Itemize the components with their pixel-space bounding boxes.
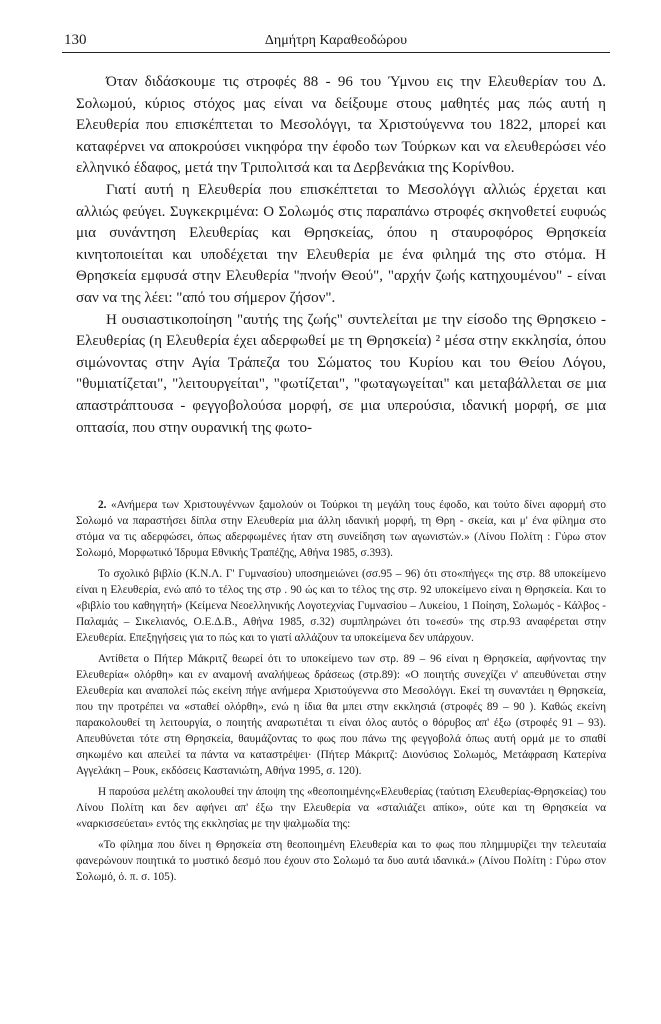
body-paragraph: Η ουσιαστικοποίηση "αυτής της ζωής" συντελείται με την είσοδο της Θρησκειο - Ελευθερίας (η Ελευθερία έχει αδερφωθεί με τη Θρησκεία) ² μέσα στην εκκλησία, όπου σιμώνοντας στην Αγία Τράπεζα του Σώματος του Κυρίου και του Θείου Λόγου, "θυμιατίζεται", "λειτουργείται", "φωτίζεται", "φωταγωγείται" και μεταβάλλεται σε μια απαστράπτουσα - φεγγοβολούσα μορφή, σε μια υπερούσια, ιδανική μορφή, σε μια οπτασία, που στην ουρανική της φωτο- [76, 311, 606, 436]
footnote-number: 2. [98, 499, 107, 511]
page-number: 130 [64, 32, 87, 48]
footnote-paragraph: Αντίθετα ο Πήτερ Μάκριτζ θεωρεί ότι το υποκείμενο των στρ. 89 – 96 είναι η Θρησκεία, αφήνοντας την Ελευθερία« ολόρθη» και εν αναμονή αναλήψεως δράσεως (στρ.89): «Ο ποιητής συνεχίζει ν' απευθύνεται στην Ελευθερία και αναπολεί πώς εκείνη πήγε ανήμερα Χριστούγεννα στο Μεσολόγγι. Εκεί τη συναντάει η Θρησκεία, που την προτρέπει να «σταθεί ολόρθη», ενώ η ίδια θα μπει στην εκκλησιά (στροφές 89 – 90 ). Καθώς εκείνη παρακολουθεί τη λειτουργία, ο ποιητής αναρωτιέται τι είναι όλος αυτός ο θόρυβος απ' έξω (στροφές 91 – 93). Απευθύνεται τότε στη Θρησκεία, θαυμάζοντας το φως που πάνω της φεγγοβολά όπως αυτή ορμά με το σπαθί σηκωμένο και απειλεί τα πάντα να καταστρέψει· (Πήτερ Μάκριτζ: Διονύσιος Σολωμός, Μετάφραση Κατερίνα Αγγελάκη – Ρουκ, εκδόσεις Καστανιώτη, Αθήνα 1995, σ. 120). [76, 653, 606, 777]
footnotes [76, 497, 606, 890]
footnote-paragraph [76, 497, 606, 561]
footnote-paragraph: Το σχολικό βιβλίο (Κ.Ν.Λ. Γ' Γυμνασίου) υποσημειώνει (σσ.95 – 96) ότι στο«πήγες« της στρ. 88 υποκείμενο είναι η Ελευθερία, ενώ από το τέλος της στρ . 90 ώς και το τέλος της στρ. 92 υποκείμενο είναι η Θρησκεία. Και το «βιβλίο του καθηγητή» (Κείμενα Νεοελληνικής Λογοτεχνίας Γυμνασίου – Λυκείου, 1 Ποίηση, Σολωμός - Κάλβος - Παλαμάς – Σικελιανός, Ο.Ε.Δ.Β., Αθήνα 1985, σ.32) συμπληρώνει ότι το«εσύ» της στρ.93 αναφέρεται στην Ελευθερία. Επεξηγήσεις για το πώς και το γιατί αλλάζουν τα υποκείμενα δεν υπάρχουν. [76, 568, 606, 644]
footnote-text: «Ανήμερα των Χριστουγέννων ξαμολούν οι Τούρκοι τη μεγάλη τους έφοδο, και τούτο δίνει αφορμή στο Σολωμό να παραστήσει δίπλα στην Ελευθερία μια άλλη ιδανική μορφή, τη Θρη - σκεία, και μ' ένα φίλημα στο στόμα να τις αδερφώσει, όπως αδερφωμένες ήταν στη συνείδηση των αγωνιστών.» (Λίνου Πολίτη : Γύρω στον Σολωμό, Μορφωτικό Ίδρυμα Εθνικής Τραπέζης, Αθήνα 1985, σ.393). [76, 499, 607, 559]
body-paragraph: Γιατί αυτή η Ελευθερία που επισκέπτεται το Μεσολόγγι αλλιώς έρχεται και αλλιώς φεύγει. Συγκεκριμένα: Ο Σολωμός στις παραπάνω στροφές σκηνοθετεί ευφυώς μια συνάντηση Ελευθερίας και Θρησκείας, όπου η σταυροφόρος Θρησκεία κινητοποιείται και υποδέχεται την Ελευθερία με ένα φιλημά της στο στόμα. Η Θρησκεία εμφυσά στην Ελευθερία "πνοήν Θεού", "αρχήν ζωής κατηχουμένου" - είναι σαν να της λέει: "από του σήμερον ζήσον". [76, 181, 606, 306]
footnote-paragraph: Η παρούσα μελέτη ακολουθεί την άποψη της «θεοποιημένης«Ελευθερίας (ταύτιση Ελευθερίας-Θρησκείας) του Λίνου Πολίτη και δεν αφήνει απ' έξω την Ελευθερία να «σταλιάζει απίκο», ούτε και τη Θρησκεία να «ναρκισσεύεται» εντός της εκκλησίας με την ψαλμωδία της: [76, 786, 606, 830]
main-text [76, 72, 606, 439]
running-title: Δημήτρη Καραθεοδώρου [264, 33, 408, 48]
page-header [62, 30, 610, 53]
body-paragraph: Όταν διδάσκουμε τις στροφές 88 - 96 του Ύμνου εις την Ελευθερίαν του Δ. Σολωμού, κύριος στόχος μας είναι να δείξουμε στους μαθητές μας πώς αυτή η Ελευθερία που επισκέπτεται το Μεσολόγγι, τα Χριστούγεννα του 1822, μπορεί και καταφέρνει να αποκρούσει νικηφόρα την έφοδο των Τούρκων και να ελευθερώσει νέο ελληνικό έδαφος, μετά την Τριπολιτσά και τα Δερβενάκια της Κορίνθου. [76, 74, 606, 177]
footnote-paragraph: «Το φίλημα που δίνει η Θρησκεία στη θεοποιημένη Ελευθερία και το φως που πλημμυρίζει την τελευταία φανερώνουν ποιητικά το μυστικό δεσμό που έχουν στο Σολωμό τα δυο αυτά ιδανικά.» (Λίνου Πολίτη : Γύρω στον Σολωμό, ό. π. σ. 105). [76, 839, 606, 883]
